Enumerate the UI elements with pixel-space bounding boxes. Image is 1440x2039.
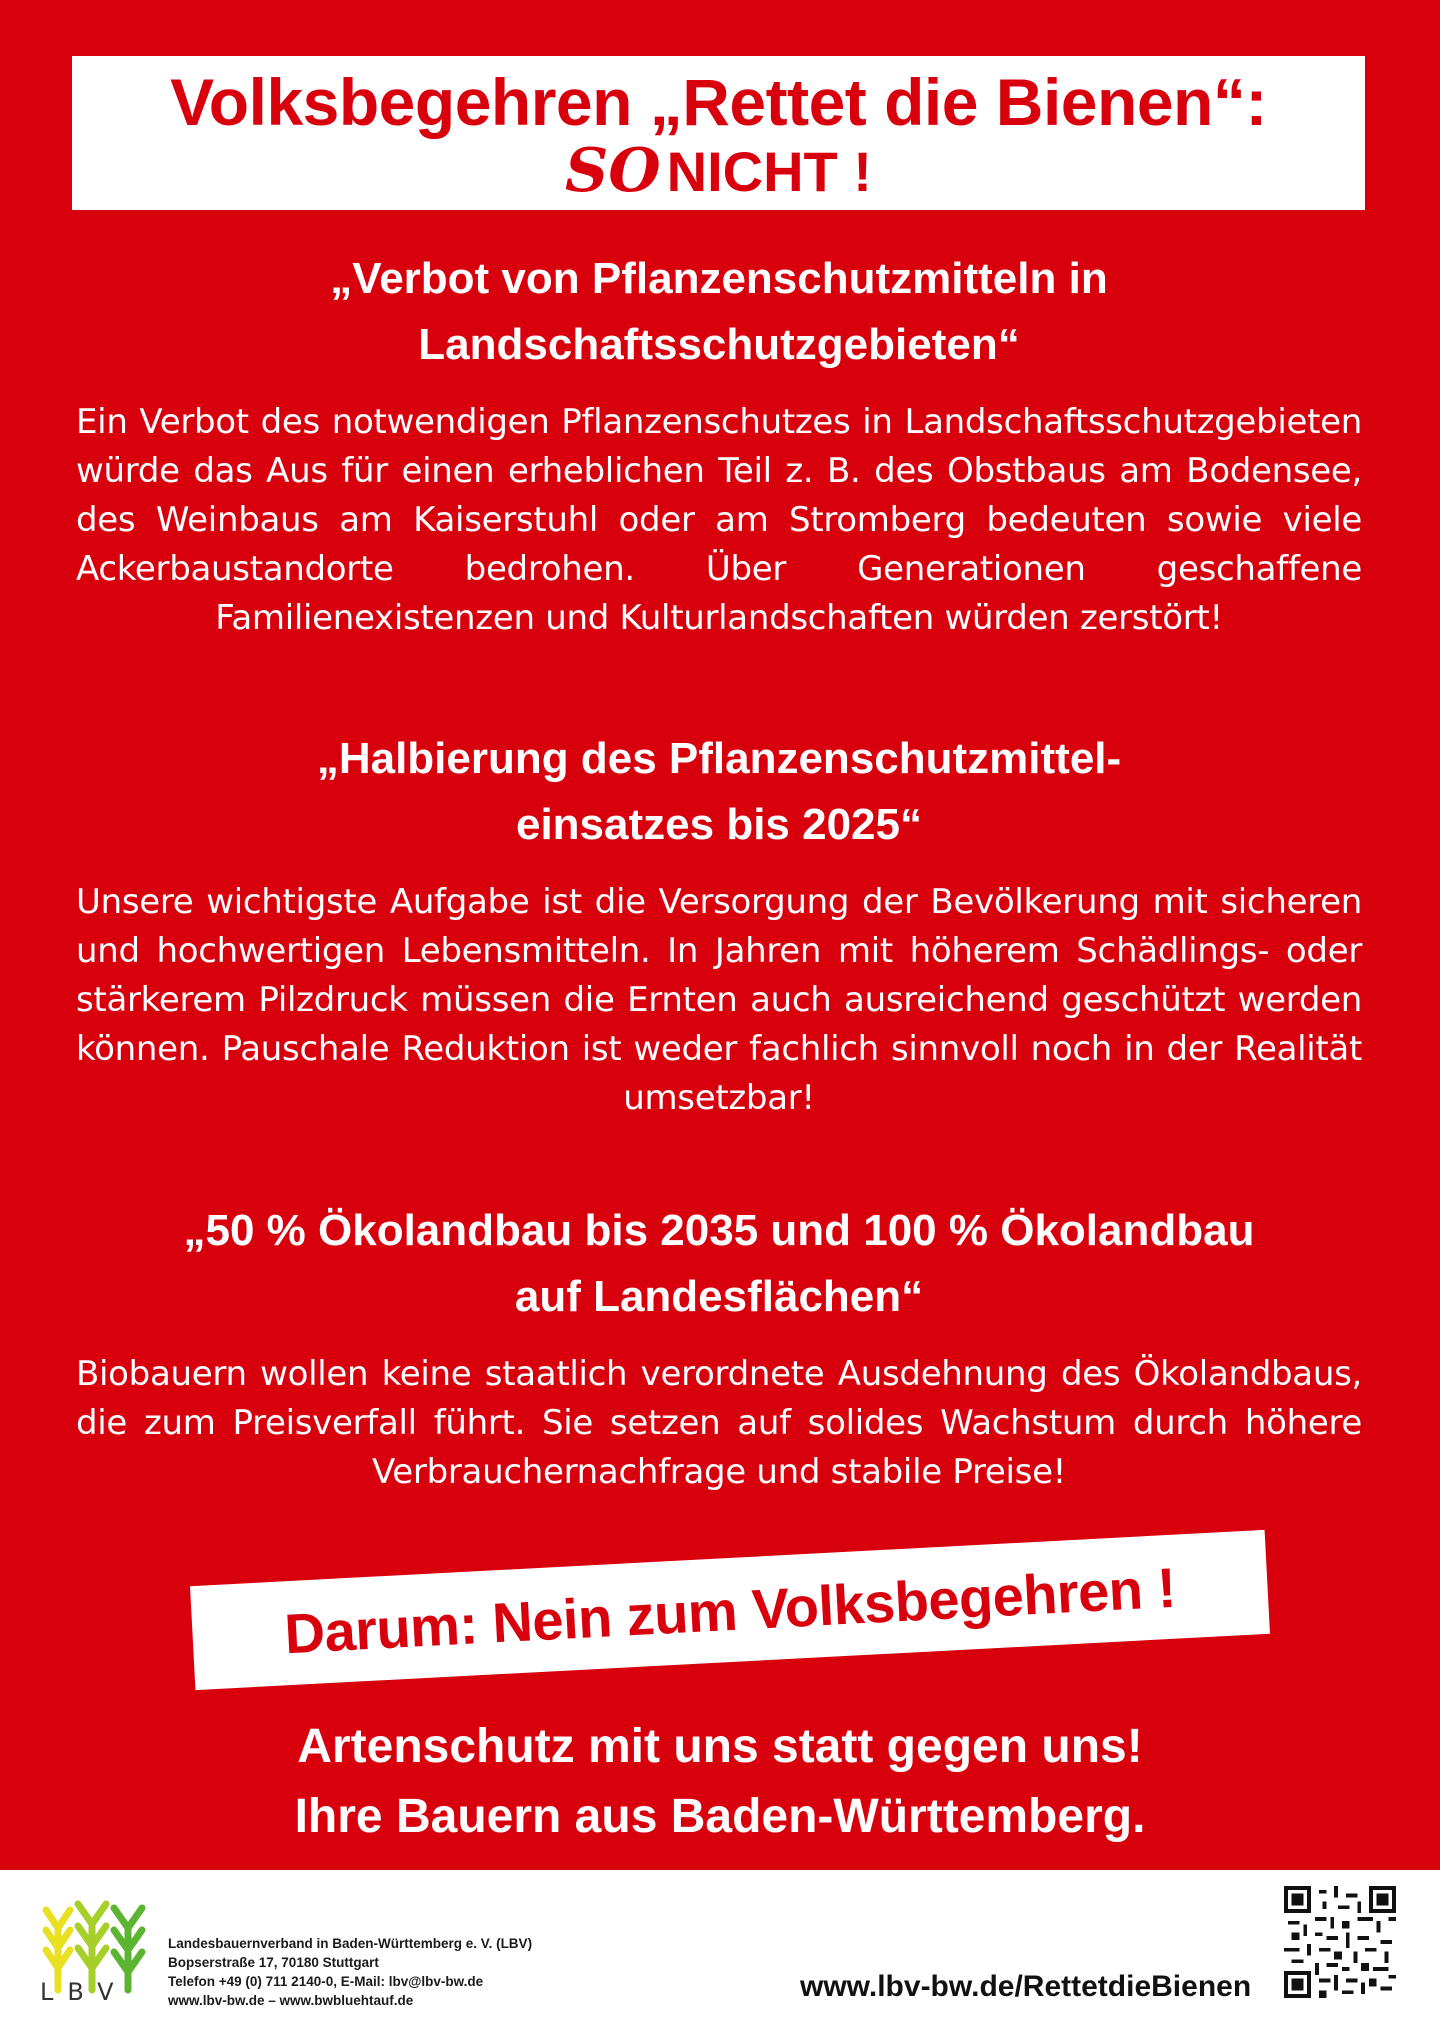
org-name: Landesbauernverband in Baden-Württemberg e. V. (LBV) [168,1936,533,1951]
section-verbot [76,246,1362,643]
section-heading [76,726,1362,858]
closing-statement [0,1712,1440,1852]
org-websites[interactable]: www.lbv-bw.de – www.bwbluehtauf.de [168,1993,414,2008]
campaign-url-link[interactable]: www.lbv-bw.de/RettetdieBienen [800,1970,1252,2003]
org-address-block [168,1934,532,2010]
org-contact[interactable]: Telefon +49 (0) 711 2140-0, E-Mail: lbv@lbv-bw.de [168,1974,484,1989]
heading-line1: „Halbierung des Pflanzenschutzmittel- [316,734,1122,783]
banner-text: Darum: Nein zum Volksbegehren ! [282,1555,1178,1665]
org-address: Bopserstraße 17, 70180 Stuttgart [168,1955,379,1970]
title-nicht: NICHT ! [666,140,872,203]
title-line2 [72,138,1365,205]
section-body: Ein Verbot des notwendigen Pflanzenschutzes in Landschaftsschutzgebieten würde das Aus für einen erheblichen Teil z. B. des Obstbaus am Bodensee, des Weinbaus am Kaiserstuhl oder am Stromberg bedeuten sowie viele Ackerbaustandorte bedrohen. Über Generationen geschaffene Familienexistenzen und Kulturlandschaften würden zerstört! [76,402,1362,638]
section-heading [76,1198,1362,1330]
closing-line1: Artenschutz mit uns statt gegen uns! [297,1720,1143,1773]
footer [0,1870,1440,2039]
heading-line2: auf Landesflächen“ [514,1272,924,1321]
section-oekolandbau [76,1198,1362,1497]
nein-banner [190,1530,1270,1690]
closing-line2: Ihre Bauern aus Baden-Württemberg. [294,1790,1146,1843]
heading-line2: einsatzes bis 2025“ [515,800,922,849]
section-halbierung [76,726,1362,1123]
section-heading [76,246,1362,378]
title-box [72,56,1365,210]
qr-code-icon[interactable] [1284,1886,1396,1998]
section-body: Unsere wichtigste Aufgabe ist die Versorgung der Bevölkerung mit sicheren und hochwertigen Lebensmitteln. In Jahren mit höherem Schädlings- oder stärkerem Pilzdruck müssen die Ernten auch ausreichend geschützt werden können. Pauschale Reduktion ist weder fachlich sinnvoll noch in der Realität umsetzbar! [76,882,1362,1118]
title-so: SO [565,136,661,206]
heading-line1: „50 % Ökolandbau bis 2035 und 100 % Ökolandbau [183,1206,1255,1255]
logo-letters: LBV [40,1978,128,2006]
title-line1: Volksbegehren „Rettet die Bienen“: [170,65,1267,139]
section-body: Biobauern wollen keine staatlich verordnete Ausdehnung des Ökolandbaus, die zum Preisverfall führt. Sie setzen auf solides Wachstum durch höhere Verbrauchernachfrage und stabile Preise! [76,1354,1362,1492]
heading-line2: Landschaftsschutzgebieten“ [418,320,1020,369]
heading-line1: „Verbot von Pflanzenschutzmitteln in [330,254,1108,303]
